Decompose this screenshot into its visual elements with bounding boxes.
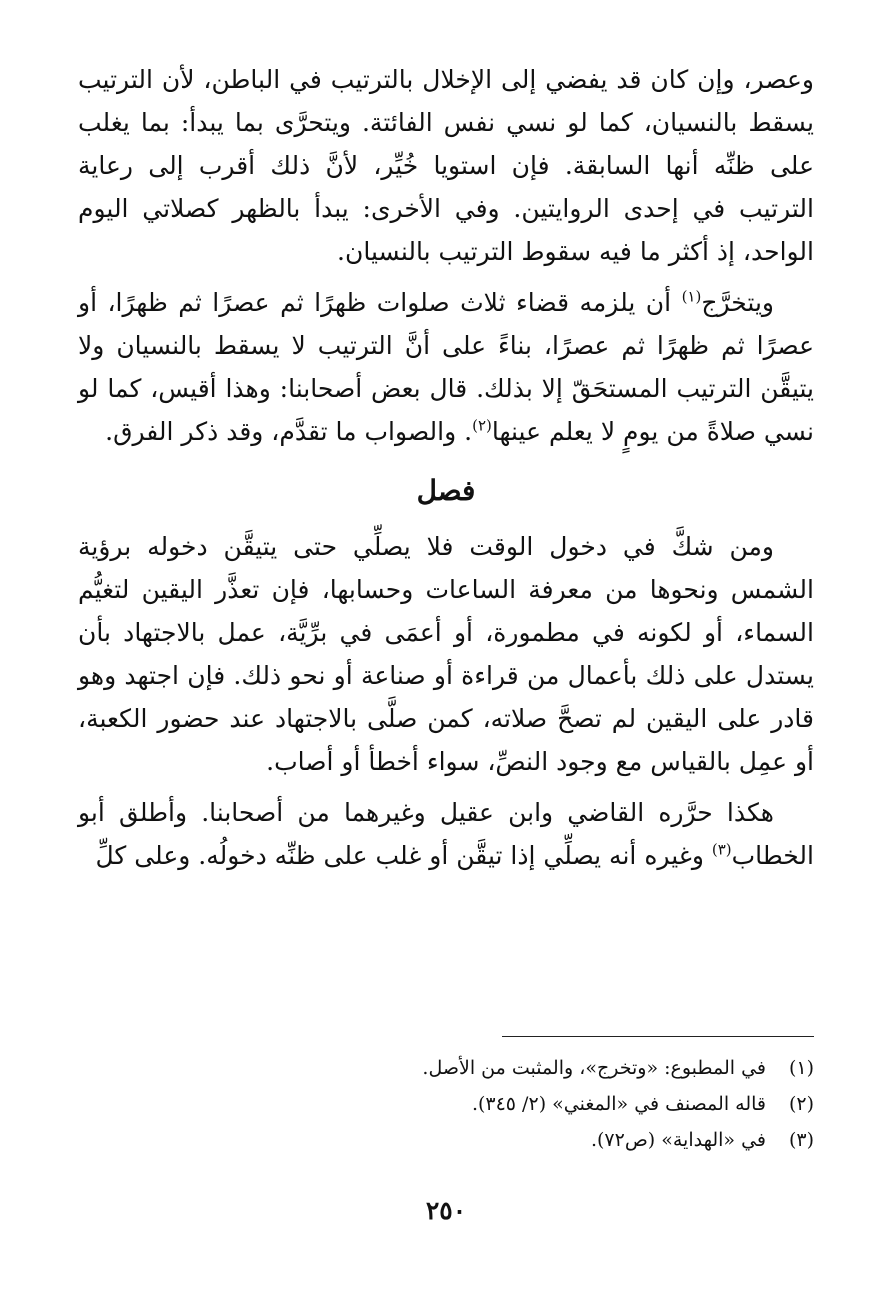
footnote-ref-1: (١) [681, 287, 702, 306]
footnote-ref-2: (٢) [472, 416, 492, 435]
footnotes [78, 1050, 814, 1158]
footnote-text: في المطبوع: «وتخرج»، والمثبت من الأصل. [422, 1057, 766, 1079]
footnote-2 [78, 1086, 814, 1122]
section-heading: فصل [416, 474, 476, 507]
paragraph-2 [78, 281, 814, 453]
paragraph-3: ومن شكَّ في دخول الوقت فلا يصلِّي حتى يتيقَّن دخوله برؤية الشمس ونحوها من معرفة الساعات وحسابها، فإن تعذَّر اليقين لتغيُّم السماء، أو لكونه في مطمورة، أو أعمَى في برِّيَّة، عمل بالاجتهاد بأن يستدل على ذلك بأعمال من قراءة أو صناعة أو نحو ذلك. فإن اجتهد وهو قادر على اليقين لم تصحَّ صلاته، كمن صلَّى بالاجتهاد عند حضور الكعبة، أو عمِل بالقياس مع وجود النصِّ، سواء أخطأ أو أصاب. [78, 532, 814, 776]
footnote-1 [78, 1050, 814, 1086]
footnote-text: في «الهداية» (ص٧٢). [590, 1129, 766, 1151]
footnote-ref-3: (٣) [711, 840, 732, 859]
footnote-3 [78, 1122, 814, 1158]
paragraph-4-end: وغيره أنه يصلِّي إذا تيقَّن أو غلب على ظنِّه دخولُه. وعلى كلِّ [95, 841, 712, 870]
paragraph-2-middle: أن يلزمه قضاء ثلاث صلوات ظهرًا ثم عصرًا ثم ظهرًا، أو عصرًا ثم ظهرًا ثم عصرًا، بناءً على أنَّ الترتيب لا يسقط بالنسيان ولا يتيقَّن الترتيب المستحَقّ إلا بذلك. قال بعض أصحابنا: وهذا أقيس، كما لو نسي صلاةً من يومٍ لا يعلم عينها [78, 288, 814, 446]
footnote-number: (١) [788, 1057, 814, 1079]
paragraph-1: وعصر، وإن كان قد يفضي إلى الإخلال بالترتيب في الباطن، لأن الترتيب يسقط بالنسيان، كما لو نسي نفس الفائتة. ويتحرَّى بما يبدأ: بما يغلب على ظنِّه أنها السابقة. فإن استويا خُيِّر، لأنَّ ذلك أقرب إلى رعاية الترتيب في إحدى الروايتين. وفي الأخرى: يبدأ بالظهر كصلاتي اليوم الواحد، إذ أكثر ما فيه سقوط الترتيب بالنسيان. [78, 65, 814, 266]
paragraph-2-start: ويتخرَّج [701, 288, 774, 317]
footnote-divider [502, 1036, 814, 1037]
footnote-text: قاله المصنف في «المغني» (٢/ ٣٤٥). [471, 1093, 766, 1115]
page-number: ٢٥٠ [425, 1196, 467, 1225]
paragraph-2-end: . والصواب ما تقدَّم، وقد ذكر الفرق. [105, 417, 473, 446]
footnote-number: (٣) [788, 1129, 814, 1151]
footnote-number: (٢) [788, 1093, 814, 1115]
paragraph-4-start: هكذا حرَّره القاضي وابن عقيل وغيرهما من أصحابنا. وأطلق أبو الخطاب [78, 798, 814, 870]
paragraph-4 [78, 791, 814, 877]
